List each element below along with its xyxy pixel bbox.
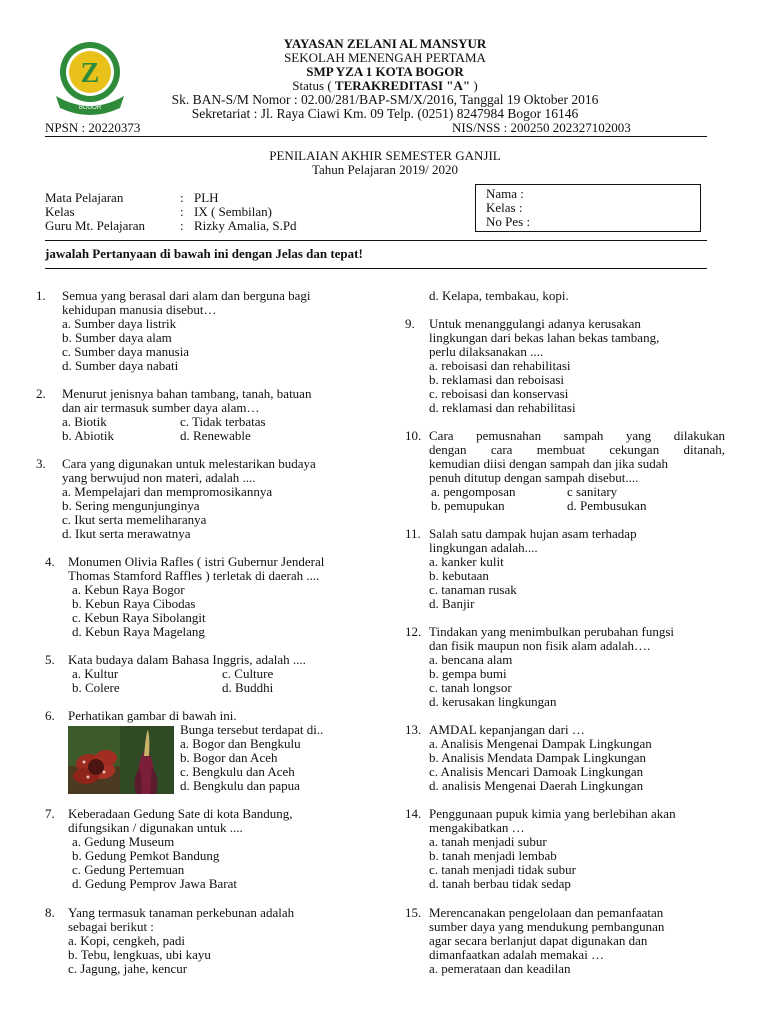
option[interactable]: b. reklamasi dan reboisasi (429, 372, 565, 387)
accreditation-status: Status ( TERAKREDITASI "A" ) (292, 78, 478, 93)
option[interactable]: b. kebutaan (429, 568, 489, 583)
option[interactable]: a. pengomposan (431, 484, 516, 499)
info-subject: Mata Pelajaran : PLH (45, 190, 219, 205)
option[interactable]: d. reklamasi dan rehabilitasi (429, 400, 576, 415)
question-4: 4. Monumen Olivia Rafles ( istri Gubernur Jenderal Thomas Stamford Raffles ) terletak di daerah .... a. Kebun Raya Bogor b. Kebun Raya Cibodas c. Kebun Raya Sibolangit d. Kebun Raya Magelang (45, 555, 370, 639)
option[interactable]: b. Kebun Raya Cibodas (72, 596, 196, 611)
question-6: 6. Perhatikan gambar di bawah ini. Bunga tersebut terdapat di.. a. Bogor dan Bengkulu b. Bogor dan Aceh c. Bengkulu dan Aceh d. Bengkulu dan papua (45, 708, 324, 793)
option[interactable]: d. Buddhi (222, 680, 274, 695)
option[interactable]: a. Bogor dan Bengkulu (180, 736, 301, 751)
option[interactable]: b. Sering mengunjunginya (62, 498, 200, 513)
option[interactable]: c. Analisis Mencari Damoak Lingkungan (429, 764, 644, 779)
question-12: 12. Tindakan yang menimbulkan perubahan fungsi dan fisik maupun non fisik alam adalah…. a. bencana alam b. gempa bumi c. tanah longsor d. kerusakan lingkungan (405, 625, 725, 709)
option[interactable]: d. tanah berbau tidak sedap (429, 876, 571, 891)
exam-year: Tahun Pelajaran 2019/ 2020 (311, 162, 459, 177)
question-6-prompt: Bunga tersebut terdapat di.. (180, 722, 324, 737)
option[interactable]: b. Tebu, lengkuas, ubi kayu (68, 947, 211, 962)
option[interactable]: a. pemerataan dan keadilan (429, 961, 571, 976)
student-class-field[interactable]: Kelas : (486, 200, 523, 215)
option[interactable]: a. reboisasi dan rehabilitasi (429, 358, 571, 373)
option[interactable]: b. Colere (72, 680, 120, 695)
info-class: Kelas : IX ( Sembilan) (45, 204, 272, 219)
option[interactable]: b. Analisis Mendata Dampak Lingkungan (429, 750, 646, 765)
foundation-name: YAYASAN ZELANI AL MANSYUR (283, 36, 487, 51)
accreditation-decree: Sk. BAN-S/M Nomor : 02.00/281/BAP-SM/X/2016, Tanggal 19 Oktober 2016 (171, 92, 599, 107)
question-7: 7. Keberadaan Gedung Sate di kota Bandung, difungsikan / digunakan untuk .... a. Gedung Museum b. Gedung Pemkot Bandung c. Gedung Pertemuan d. Gedung Pemprov Jawa Barat (45, 807, 370, 891)
option[interactable]: c. Ikut serta memeliharanya (62, 512, 207, 527)
option[interactable]: c. tanaman rusak (429, 582, 517, 597)
rafflesia-photo (68, 726, 174, 794)
option[interactable]: b. pemupukan (431, 498, 505, 513)
student-number-field[interactable]: No Pes : (486, 214, 531, 229)
option[interactable]: b. Bogor dan Aceh (180, 750, 278, 765)
option[interactable]: b. Sumber daya alam (62, 330, 172, 345)
option[interactable]: a. kanker kulit (429, 554, 504, 569)
option[interactable]: c sanitary (567, 484, 618, 499)
exam-title: PENILAIAN AKHIR SEMESTER GANJIL (269, 148, 501, 163)
npsn: NPSN : 20220373 (45, 120, 141, 135)
option[interactable]: d. Renewable (180, 428, 251, 443)
option[interactable]: a. Sumber daya listrik (62, 316, 177, 331)
option[interactable]: a. Analisis Mengenai Dampak Lingkungan (429, 736, 652, 751)
option[interactable]: d. Bengkulu dan papua (180, 778, 300, 793)
option[interactable]: d. Pembusukan (567, 498, 647, 513)
option[interactable]: c. reboisasi dan konservasi (429, 386, 569, 401)
option[interactable]: a. Kopi, cengkeh, padi (68, 933, 185, 948)
option[interactable]: d. Banjir (429, 596, 475, 611)
question-1: 1. Semua yang berasal dari alam dan berguna bagi kehidupan manusia disebut… a. Sumber daya listrik b. Sumber daya alam c. Sumber daya manusia d. Sumber daya nabati (36, 289, 366, 373)
question-2: 2. Menurut jenisnya bahan tambang, tanah, batuan dan air termasuk sumber daya alam… a. Biotik b. Abiotik c. Tidak terbatas d. Renewable (36, 386, 312, 443)
student-identity-box[interactable] (475, 184, 701, 232)
option[interactable]: c. Jagung, jahe, kencur (68, 961, 188, 976)
option[interactable]: c. Culture (222, 666, 274, 681)
info-teacher: Guru Mt. Pelajaran : Rizky Amalia, S.Pd (45, 218, 297, 233)
header-divider (45, 136, 707, 137)
option[interactable]: c. Sumber daya manusia (62, 344, 190, 359)
option[interactable]: a. Kebun Raya Bogor (72, 582, 185, 597)
option[interactable]: c. tanah menjadi tidak subur (429, 862, 576, 877)
question-10: 10. Cara pemusnahan sampah yang dilakukan dengan cara membuat cekungan ditanah, kemudian diisi dengan sampah dan jika sudah penuh ditutup dengan sampah disebut.... a. pengomposan b. pemupukan c sanitary d. Pembusukan (405, 428, 725, 513)
option[interactable]: b. gempa bumi (429, 666, 507, 681)
question-11: 11. Salah satu dampak hujan asam terhadap lingkungan adalah.... a. kanker kulit b. kebutaan c. tanaman rusak d. Banjir (405, 527, 725, 611)
question-5: 5. Kata budaya dalam Bahasa Inggris, adalah .... a. Kultur b. Colere c. Culture d. Buddhi (45, 652, 306, 695)
question-15: 15. Merencanakan pengelolaan dan pemanfaatan sumber daya yang mendukung pembangunan agar secara berlanjut dapat digunakan dan dimanfaatkan adalah memakai … a. pemerataan dan keadilan (405, 906, 725, 976)
option[interactable]: d. Gedung Pemprov Jawa Barat (72, 876, 237, 891)
nis-nss: NIS/NSS : 200250 202327102003 (452, 120, 631, 135)
option[interactable]: b. tanah menjadi lembab (429, 848, 557, 863)
school-type: SEKOLAH MENENGAH PERTAMA (284, 50, 486, 65)
option[interactable]: a. tanah menjadi subur (429, 834, 547, 849)
student-name-field[interactable]: Nama : (486, 186, 524, 201)
option[interactable]: a. Gedung Museum (72, 834, 175, 849)
instruction: jawalah Pertanyaan di bawah ini dengan Jelas dan tepat! (45, 246, 363, 261)
question-3: 3. Cara yang digunakan untuk melestarikan budaya yang berwujud non materi, adalah .... a. Mempelajari dan mempromosikannya b. Sering mengunjunginya c. Ikut serta memeliharanya d. Ikut serta merawatnya (36, 457, 366, 541)
question-14: 14. Penggunaan pupuk kimia yang berlebihan akan mengakibatkan … a. tanah menjadi subur b. tanah menjadi lembab c. tanah menjadi tidak subur d. tanah berbau tidak sedap (405, 807, 725, 891)
option[interactable]: b. Abiotik (62, 428, 115, 443)
option[interactable]: a. bencana alam (429, 652, 513, 667)
school-name: SMP YZA 1 KOTA BOGOR (306, 64, 464, 79)
option[interactable]: c. Kebun Raya Sibolangit (72, 610, 206, 625)
question-8: 8. Yang termasuk tanaman perkebunan adalah sebagai berikut : a. Kopi, cengkeh, padi b. Tebu, lengkuas, ubi kayu c. Jagung, jahe, kencur (45, 906, 370, 976)
option[interactable]: b. Gedung Pemkot Bandung (72, 848, 220, 863)
option[interactable]: a. Biotik (62, 414, 107, 429)
logo-letter: Z (80, 58, 100, 89)
logo-city: BOGOR (78, 105, 102, 111)
question-8-option-d (429, 289, 729, 303)
question-9: 9. Untuk menanggulangi adanya kerusakan lingkungan dari bekas lahan bekas tambang, perlu dilaksanakan .... a. reboisasi dan rehabilitasi b. reklamasi dan reboisasi c. reboisasi dan konservasi d. reklamasi dan rehabilitasi (405, 317, 725, 415)
option[interactable]: d. kerusakan lingkungan (429, 694, 557, 709)
instruction-rule-bottom (45, 268, 707, 269)
option[interactable]: c. tanah longsor (429, 680, 512, 695)
option[interactable]: c. Bengkulu dan Aceh (180, 764, 295, 779)
option[interactable]: a. Mempelajari dan mempromosikannya (62, 484, 273, 499)
question-13: 13. AMDAL kepanjangan dari … a. Analisis Mengenai Dampak Lingkungan b. Analisis Mendata Dampak Lingkungan c. Analisis Mencari Damoak Lingkungan d. analisis Mengenai Daerah Lingkungan (405, 723, 725, 793)
option[interactable]: d. analisis Mengenai Daerah Lingkungan (429, 778, 644, 793)
option[interactable]: d. Kebun Raya Magelang (72, 624, 205, 639)
option[interactable]: c. Gedung Pertemuan (72, 862, 185, 877)
option[interactable]: a. Kultur (72, 666, 119, 681)
option[interactable]: c. Tidak terbatas (180, 414, 266, 429)
secretariat-address: Sekretariat : Jl. Raya Ciawi Km. 09 Telp. (0251) 8247984 Bogor 16146 (191, 106, 579, 121)
option[interactable]: d. Ikut serta merawatnya (62, 526, 191, 541)
school-logo (50, 38, 130, 118)
instruction-rule-top (45, 240, 707, 241)
option[interactable]: d. Sumber daya nabati (62, 358, 179, 373)
option[interactable]: d. Kelapa, tembakau, kopi. (429, 288, 569, 303)
